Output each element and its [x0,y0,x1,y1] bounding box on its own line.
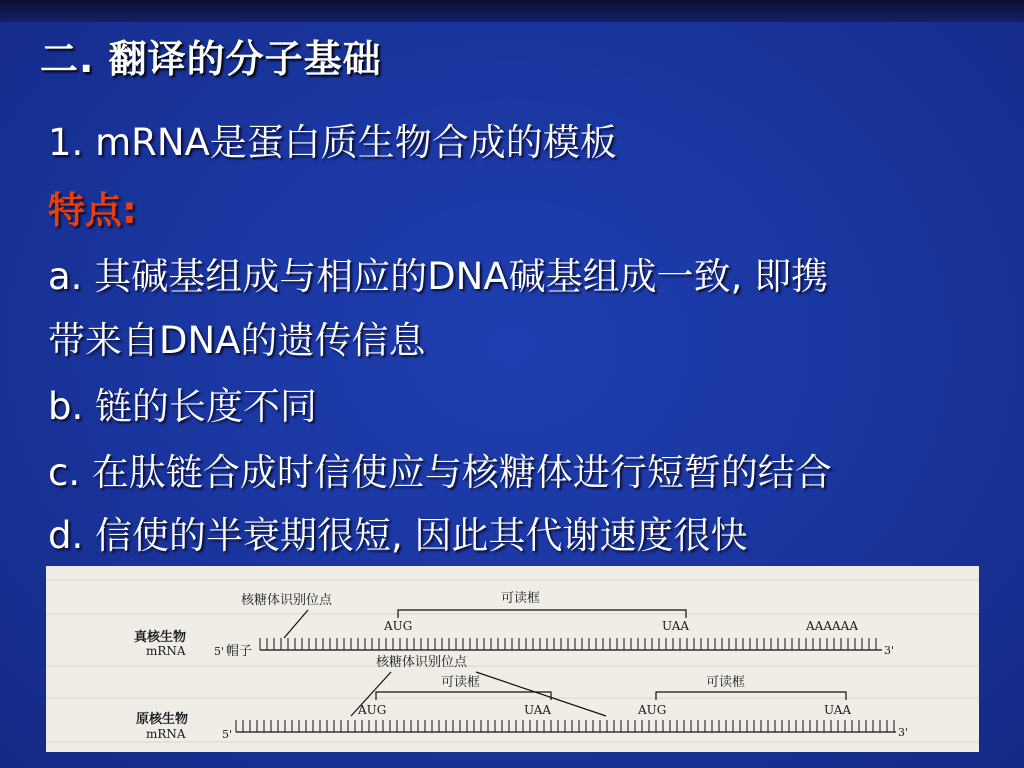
point-1: 1. mRNA是蛋白质生物合成的模板 [48,121,617,164]
eukaryote-ribosome-site: 核糖体识别位点 [241,593,333,608]
prokaryote-5prime: 5' [222,728,233,741]
mrna-diagram [46,566,979,752]
prokaryote-orf-2: 可读框 [706,675,746,690]
eukaryote-stop-codon: UAA [662,619,690,633]
eukaryote-label: 真核生物 [134,630,187,645]
feature-c: c. 在肽链合成时信使应与核糖体进行短暂的结合 [48,451,832,494]
eukaryote-3prime: 3' [884,644,895,657]
feature-a-line2: 带来自DNA的遗传信息 [48,319,426,362]
slide-title: 二. 翻译的分子基础 [40,37,382,81]
feature-d: d. 信使的半衰期很短, 因此其代谢速度很快 [48,514,748,557]
prokaryote-label: 原核生物 [136,712,189,727]
mrna-structure-figure [46,566,979,752]
feature-a-line1: a. 其碱基组成与相应的DNA碱基组成一致, 即携 [48,255,829,298]
prokaryote-orf-1: 可读框 [441,675,481,690]
features-heading: 特点: [48,189,137,232]
eukaryote-cap: 帽子 [226,644,253,659]
prokaryote-mrna-label: mRNA [146,727,186,741]
eukaryote-mrna-label: mRNA [146,644,186,658]
prokaryote-ribosome-site: 核糖体识别位点 [376,655,468,670]
prokaryote-start-codon-1: AUG [358,703,387,717]
feature-b: b. 链的长度不同 [48,385,318,428]
prokaryote-stop-codon-2: UAA [824,703,852,717]
top-bar [0,0,1024,22]
eukaryote-polya: AAAAAA [806,619,858,633]
eukaryote-5prime: 5' [214,645,225,658]
eukaryote-orf: 可读框 [501,591,541,606]
eukaryote-start-codon: AUG [384,619,413,633]
prokaryote-stop-codon-1: UAA [524,703,552,717]
prokaryote-start-codon-2: AUG [638,703,667,717]
prokaryote-3prime: 3' [898,726,909,739]
